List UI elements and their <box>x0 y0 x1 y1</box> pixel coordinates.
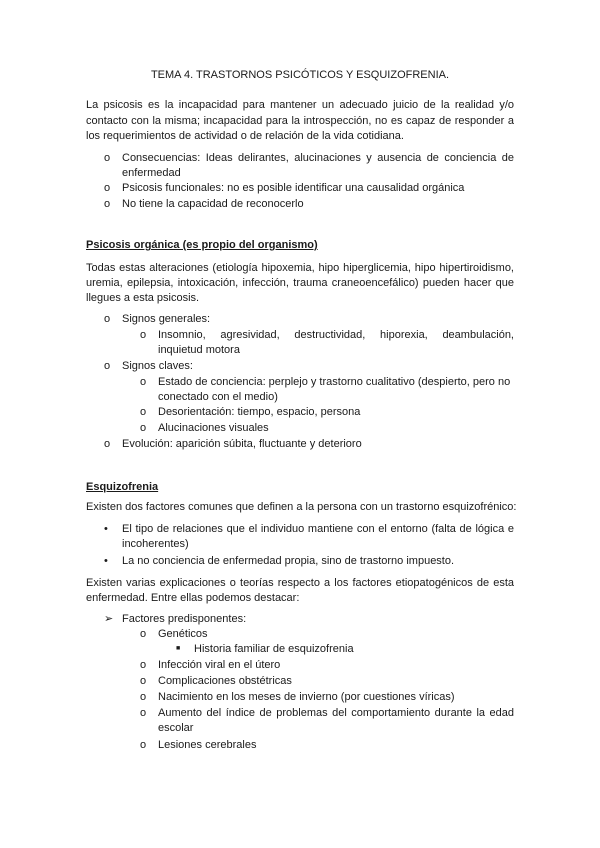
intro-bullet-3: No tiene la capacidad de reconocerlo <box>122 198 304 210</box>
esq-bullet-1-line-1: El tipo de relaciones que el individuo mantiene con el entorno (falta de lógica e <box>122 523 514 535</box>
esquizofrenia-line-1: Existen dos factores comunes que definen a la persona con un trastorno esquizofrénico: <box>86 501 517 513</box>
esq-bullet-1-line-2: incoherentes) <box>122 538 189 550</box>
evolucion: Evolución: aparición súbita, fluctuante y deterioro <box>122 438 362 450</box>
intro-bullet-1-line-1: Consecuencias: Ideas delirantes, alucinaciones y ausencia de conciencia de <box>122 152 514 164</box>
factor-aumento-line-2: escolar <box>158 722 194 734</box>
esquizofrenia-line-3: enfermedad. Entre ellas podemos destacar: <box>86 592 300 604</box>
sc-item-1-line-1: Estado de conciencia: perplejo y trastorno cualitativo (despierto, pero no <box>158 376 511 388</box>
factor-nacimiento: Nacimiento en los meses de invierno (por cuestiones víricas) <box>158 691 455 703</box>
bullet-circle: o <box>104 360 111 372</box>
intro-bullet-2: Psicosis funcionales: no es posible identificar una causalidad orgánica <box>122 182 465 194</box>
document-title: TEMA 4. TRASTORNOS PSICÓTICOS Y ESQUIZOFRENIA. <box>150 69 450 81</box>
sg-item-1-line-1: Insomnio, agresividad, destructividad, hiporexia, deambulación, <box>158 329 514 341</box>
organica-line-3: llegues a esta psicosis. <box>86 292 200 304</box>
organica-line-2: uremia, epilepsia, intoxicación, infección, trauma craneoencefálico) pueden hacer que <box>86 277 514 289</box>
signos-claves: Signos claves: <box>122 360 193 372</box>
bullet-arrow: ➢ <box>104 613 114 625</box>
intro-line-2: contacto con la misma; incapacidad para la introspección, no es capaz de responder a <box>86 115 514 127</box>
factor-aumento-line-1: Aumento del índice de problemas del comportamiento durante la edad <box>158 707 514 719</box>
factor-geneticos: Genéticos <box>158 628 208 640</box>
factores-predisponentes: Factores predisponentes: <box>122 613 247 625</box>
bullet-circle: o <box>104 198 111 210</box>
bullet-circle: o <box>140 659 147 671</box>
bullet-circle: o <box>140 422 147 434</box>
signos-generales: Signos generales: <box>122 313 211 325</box>
esquizofrenia-heading: Esquizofrenia <box>86 481 159 493</box>
sc-item-1-line-2: conectado con el medio) <box>158 391 278 403</box>
intro-line-1: La psicosis es la incapacidad para mantener un adecuado juicio de la realidad y/o <box>86 99 514 111</box>
bullet-dot: • <box>104 555 108 567</box>
esquizofrenia-line-2: Existen varias explicaciones o teorías respecto a los factores etiopatogénicos de esta <box>86 577 514 589</box>
bullet-circle: o <box>104 313 111 325</box>
bullet-circle: o <box>104 182 111 194</box>
sc-item-2: Desorientación: tiempo, espacio, persona <box>158 406 361 418</box>
bullet-square: ■ <box>176 645 181 652</box>
bullet-circle: o <box>104 152 111 164</box>
sg-item-1-line-2: inquietud motora <box>158 344 240 356</box>
bullet-dot: • <box>104 523 108 535</box>
bullet-circle: o <box>140 376 147 388</box>
sc-item-3: Alucinaciones visuales <box>158 422 269 434</box>
bullet-circle: o <box>140 707 147 719</box>
esq-bullet-2: La no conciencia de enfermedad propia, sino de trastorno impuesto. <box>122 555 455 567</box>
factor-infeccion: Infección viral en el útero <box>158 659 281 671</box>
bullet-circle: o <box>140 739 147 751</box>
bullet-circle: o <box>140 675 147 687</box>
bullet-circle: o <box>140 691 147 703</box>
bullet-circle: o <box>104 438 111 450</box>
organica-line-1: Todas estas alteraciones (etiología hipoxemia, hipo hiperglicemia, hipo hipertiroidismo, <box>86 262 514 274</box>
bullet-circle: o <box>140 329 147 341</box>
organica-heading: Psicosis orgánica (es propio del organismo) <box>86 239 318 251</box>
intro-line-3: los requerimientos de actividad o de relación de la vida cotidiana. <box>86 130 404 142</box>
intro-bullet-1-line-2: enfermedad <box>122 167 181 179</box>
factor-complicaciones: Complicaciones obstétricas <box>158 675 292 687</box>
bullet-circle: o <box>140 406 147 418</box>
factor-lesiones: Lesiones cerebrales <box>158 739 257 751</box>
factor-historia: Historia familiar de esquizofrenia <box>194 643 354 655</box>
bullet-circle: o <box>140 628 147 640</box>
